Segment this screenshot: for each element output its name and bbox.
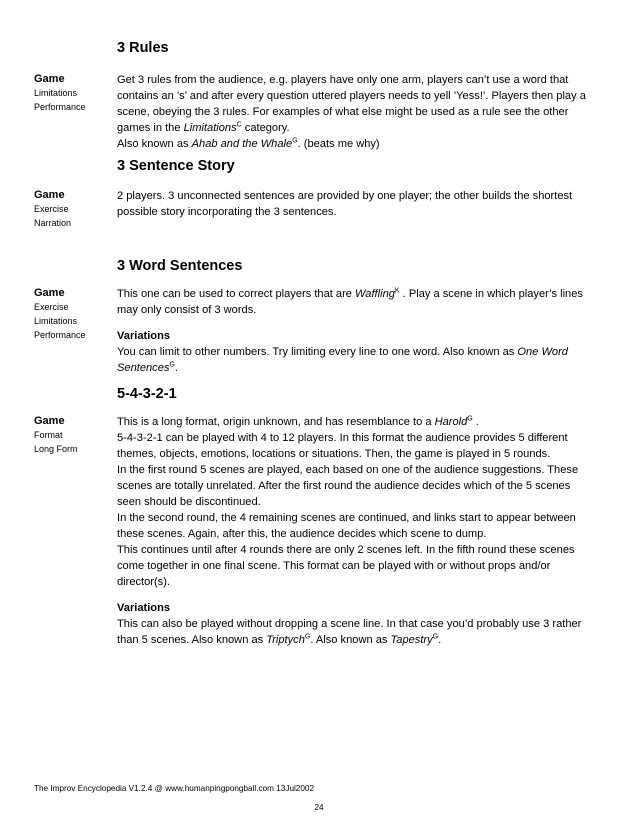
glossary-marker: G <box>292 137 298 145</box>
entry-title: 3 Word Sentences <box>117 258 243 274</box>
description-paragraph <box>117 286 587 318</box>
text-run: This can also be played without dropping a scene line. In that case you’d probably use 3 rather than 5 scenes. Also known as <box>117 618 582 646</box>
text-run: In the second round, the 4 remaining scenes are continued, and links start to appear between these scenes. Again, after this, the audience decides which scene to dump. <box>117 512 576 540</box>
text-run: . <box>174 362 178 374</box>
entry-meta <box>34 414 114 456</box>
cross-reference-text: Harold <box>434 416 468 428</box>
cross-reference-text: Waffling <box>355 288 395 300</box>
entry-title: 3 Rules <box>117 40 169 56</box>
entry-description <box>117 72 587 152</box>
entry-description <box>117 286 587 376</box>
footer-text: The Improv Encyclopedia V1.2.4 @ www.humanpingpongball.com 13Jul2002 <box>34 784 315 793</box>
variations-paragraph <box>117 616 587 648</box>
entry-type: Game <box>34 189 65 201</box>
variations-heading: Variations <box>117 602 171 614</box>
glossary-marker: G <box>304 633 311 641</box>
cross-reference-text: Tapestry <box>390 634 433 646</box>
entry-meta <box>34 72 114 114</box>
glossary-marker: G <box>169 361 175 369</box>
cross-reference-text: Ahab and the Whale <box>191 138 293 150</box>
entry-description <box>117 414 587 648</box>
text-run: This one can be used to correct players that are <box>117 288 356 300</box>
glossary-marker: K <box>394 287 400 295</box>
cross-reference-text: Triptych <box>266 634 305 646</box>
category-label: Limitations <box>34 88 78 98</box>
text-run: . <box>472 416 479 428</box>
text-run: In the first round 5 scenes are played, each based on one of the audience suggestions. These scenes are totally unrelated. After the first round the audience decides which of the 5 scenes seen should be discontinued. <box>117 464 579 508</box>
cross-reference-text: One Word Sentences <box>117 346 568 374</box>
category-label: Exercise <box>34 302 69 312</box>
category-label: Exercise <box>34 204 69 214</box>
description-paragraph <box>117 414 587 590</box>
category-label: Long Form <box>34 444 78 454</box>
entry-meta <box>34 286 114 342</box>
description-paragraph <box>117 72 587 152</box>
entry-type: Game <box>34 415 65 427</box>
page-number: 24 <box>314 803 324 812</box>
text-run: category. <box>241 122 290 134</box>
category-label: Format <box>34 430 63 440</box>
description-paragraph <box>117 188 587 220</box>
entry-title: 5-4-3-2-1 <box>117 386 177 402</box>
category-label: Limitations <box>34 316 78 326</box>
text-run: 2 players. 3 unconnected sentences are provided by one player; the other builds the shortest possible story incorporating the 3 sentences. <box>117 190 573 218</box>
cross-reference-text: Limitations <box>183 122 237 134</box>
text-run: 5-4-3-2-1 can be played with 4 to 12 players. In this format the audience provides 5 different themes, objects, emotions, locations or situations. Then, the game is played in 5 rounds. <box>117 432 568 460</box>
glossary-marker: G <box>467 415 473 423</box>
text-run: This is a long format, origin unknown, and has resemblance to a <box>117 416 435 428</box>
category-label: Performance <box>34 330 86 340</box>
category-label: Performance <box>34 102 86 112</box>
variations-paragraph <box>117 344 587 376</box>
text-run: . <box>438 634 442 646</box>
text-run: This continues until after 4 rounds there are only 2 scenes left. In the fifth round these scenes come together in one final scene. This format can be played with or without props and/or director(s). <box>117 544 575 588</box>
category-label: Narration <box>34 218 72 228</box>
glossary-marker: G <box>432 633 439 641</box>
text-run: . (beats me why) <box>297 138 380 150</box>
entry-title: 3 Sentence Story <box>117 158 235 174</box>
variations-heading: Variations <box>117 330 171 342</box>
text-run: Get 3 rules from the audience, e.g. players have only one arm, players can’t use a word that contains an ’s’ and after every question uttered players needs to yell ’Yess!’. Players then play a scene, obeying the 3 rules. For examples of what else might be used as a rule see the other games in the <box>117 74 586 134</box>
entry-description <box>117 188 587 220</box>
text-run: Also known as <box>117 138 192 150</box>
text-run: . Also known as <box>310 634 391 646</box>
entry-type: Game <box>34 73 65 85</box>
text-run: . Play a scene in which player’s lines may only consist of 3 words. <box>117 288 583 316</box>
glossary-marker: C <box>236 121 242 129</box>
text-run: You can limit to other numbers. Try limiting every line to one word. Also known as <box>117 346 518 358</box>
entry-meta <box>34 188 114 230</box>
entry-type: Game <box>34 287 65 299</box>
